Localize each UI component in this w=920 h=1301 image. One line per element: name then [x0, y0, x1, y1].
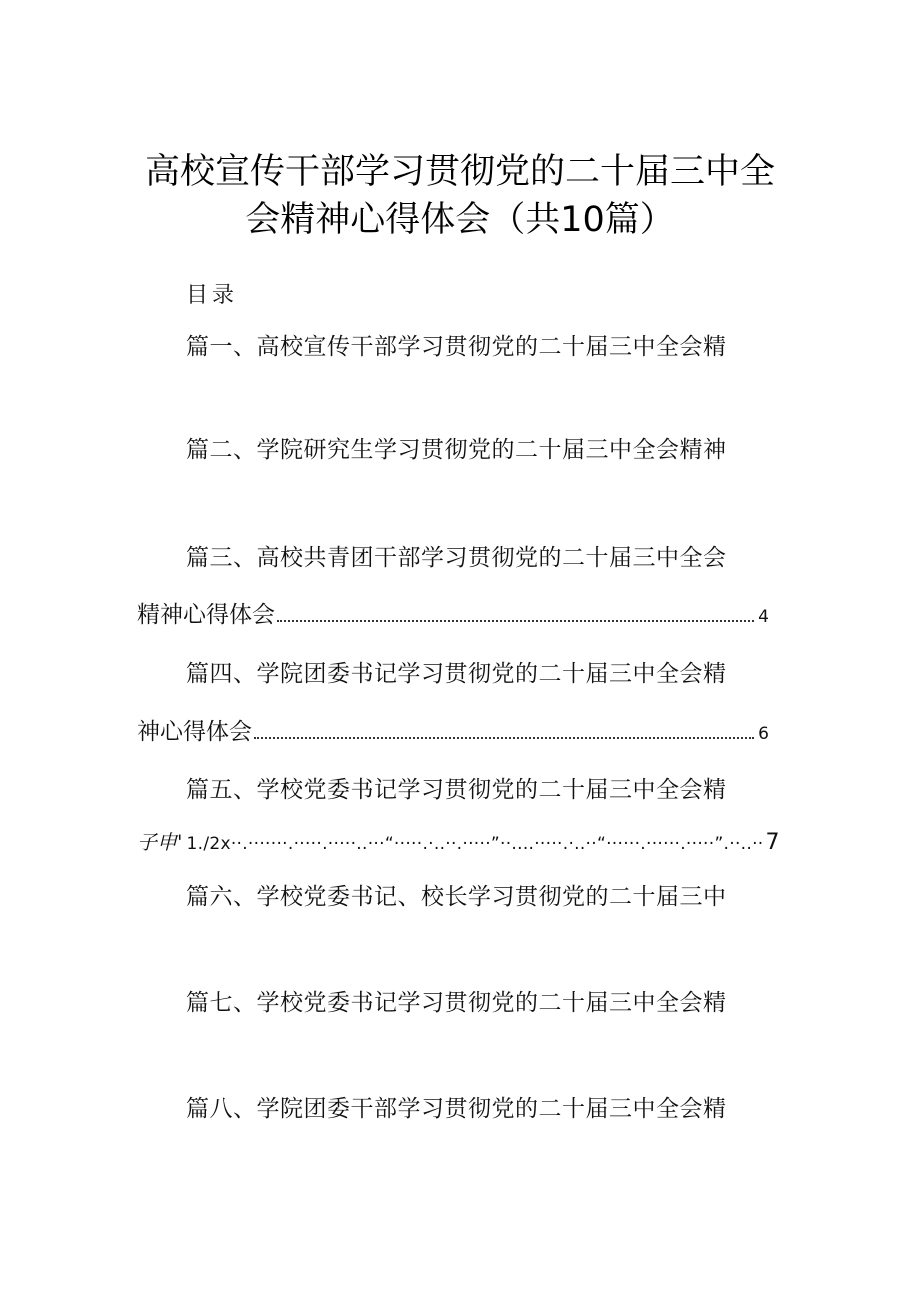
toc-entry-5-garbled-leader: 1./2x··.·······.·····.·····..···“·····.·..··.·····”··....·····.·..··“······.······.·····”.··..·· [186, 834, 764, 854]
toc-entry-7[interactable]: 篇七、学校党委书记学习贯彻党的二十届三中全会精 [186, 990, 727, 1016]
toc-entry-3-continuation-text: 精神心得体会 [137, 602, 275, 628]
toc-entry-5-garbled-prefix: 子申' [137, 830, 183, 854]
toc-entry-4[interactable]: 篇四、学院团委书记学习贯彻党的二十届三中全会精 [186, 661, 727, 687]
toc-entry-8[interactable]: 篇八、学院团委干部学习贯彻党的二十届三中全会精 [186, 1096, 727, 1122]
toc-entry-2[interactable]: 篇二、学院研究生学习贯彻党的二十届三中全会精神 [186, 437, 727, 463]
toc-entry-5-page-number: 7 [765, 830, 780, 855]
toc-leader-dots [277, 619, 754, 622]
toc-entry-4-page-number: 6 [758, 724, 769, 744]
toc-heading: 目录 [186, 283, 239, 308]
toc-leader-dots [254, 736, 754, 739]
toc-entry-3[interactable]: 篇三、高校共青团干部学习贯彻党的二十届三中全会 [186, 545, 727, 571]
toc-entry-3-page-number: 4 [758, 607, 769, 627]
toc-entry-5[interactable]: 篇五、学校党委书记学习贯彻党的二十届三中全会精 [186, 777, 727, 803]
toc-entry-1[interactable]: 篇一、高校宣传干部学习贯彻党的二十届三中全会精 [186, 334, 727, 360]
document-title-line-2: 会精神心得体会（共10篇） [245, 200, 675, 240]
document-title-line-1: 高校宣传干部学习贯彻党的二十届三中全 [144, 152, 775, 192]
toc-entry-6[interactable]: 篇六、学校党委书记、校长学习贯彻党的二十届三中 [186, 884, 727, 910]
toc-entry-5-continuation[interactable] [137, 828, 780, 858]
toc-entry-3-continuation[interactable] [137, 600, 769, 632]
toc-entry-4-continuation-text: 神心得体会 [137, 719, 252, 745]
toc-entry-4-continuation[interactable] [137, 717, 769, 749]
